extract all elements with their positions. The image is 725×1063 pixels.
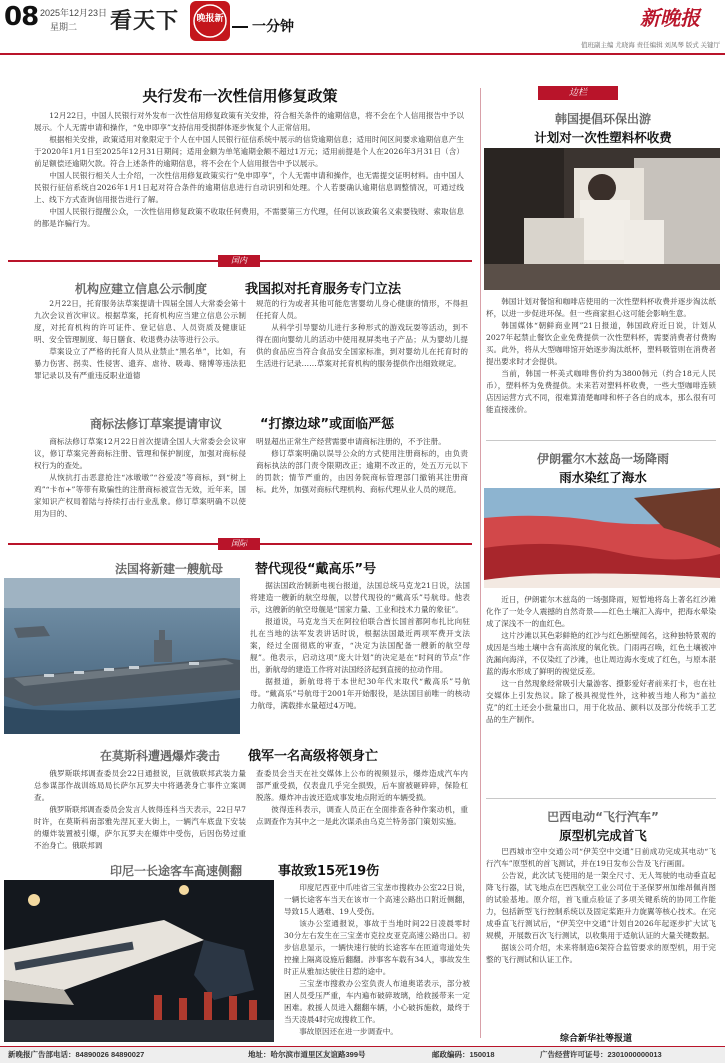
carrier-graphic xyxy=(4,578,240,734)
paragraph: 该办公室通报说，事故于当地时间22日凌晨零时30分左右发生在三宝垄市克拉皮亚克高速公路出口。初步信息显示，一辆快速行驶的长途客车在匝道弯道处失控撞上隔离设施后翻翻。涉事客车载有34人，事故发生时正从雅加达驶往日惹的途中。 xyxy=(284,919,470,976)
cafe-photo xyxy=(484,148,720,290)
article-3-kicker: 商标法修订草案提请审议 xyxy=(90,417,223,431)
article-3-col-2 xyxy=(256,436,468,496)
beach-graphic xyxy=(484,488,720,588)
section-tag-domestic: 国内 xyxy=(218,255,260,267)
paragraph: 三宝垄市搜救办公室负责人布迪奥诺表示，部分被困人员受压严重，车内遍布破碎玻璃，给救援带来一定困难。救援人员进入翻翻车辆，小心破拆施救，最终于当天凌晨4时完成搜救工作。 xyxy=(284,979,470,1024)
sidebar-1-title: 计划对一次性塑料杯收费 xyxy=(534,130,672,145)
article-6-title: 事故致15死19伤 xyxy=(278,864,380,879)
article-5-col-2 xyxy=(256,768,468,828)
sidebar-rule-1 xyxy=(486,440,716,441)
sidebar-1-body xyxy=(486,296,716,416)
paragraph: 巴西城市空中交通公司“伊芙空中交通”日前成功完成其电动“飞行汽车”原型机的首飞测试，并在19日发布公告及飞行画面。 xyxy=(486,847,716,868)
article-1-title: 央行发布一次性信用修复政策 xyxy=(142,87,338,105)
sidebar-3-kicker: 巴西电动“飞行汽车” xyxy=(547,810,659,824)
article-1-body xyxy=(34,110,464,230)
paragraph: 规范的行为或者其他可能危害婴幼儿身心健康的情形，不得担任托育人员。 xyxy=(256,299,468,320)
footer-license: 广告经营许可证号：2301000000013 xyxy=(540,1050,662,1059)
article-2-title: 我国拟对托育服务专门立法 xyxy=(245,282,402,297)
footer-ad-phone: 新晚报广告部电话：84890026 84890027 xyxy=(8,1050,145,1059)
page-header xyxy=(0,0,725,49)
accident-graphic xyxy=(4,880,274,1042)
paragraph: 从科学引导婴幼儿进行多种形式的游戏玩耍等活动，到不得在面向婴幼儿的活动中使用视屏类电子产品；从为婴幼儿提供的食品应当符合食品安全国家标准，到对婴幼儿在托育时的生活进行记录……草案对托育机构的服务提供作出细致规定。 xyxy=(256,323,468,368)
issue-weekday: 星期二 xyxy=(50,22,78,32)
article-2-kicker: 机构应建立信息公示制度 xyxy=(75,282,208,296)
paragraph: 近日，伊朗霍尔木兹岛的一场强降雨，短暂地将岛上著名红沙滩化作了一处令人震撼的自然奇景——红色土壤汇入海中，把海水晕染成了深浅不一的血红色。 xyxy=(486,595,716,628)
page-number: 08 xyxy=(4,2,39,32)
paragraph: 查委员会当天在社交媒体上公布的视频显示，爆炸造成汽车内部严重受损，仅表盘几乎完全损毁，后车窗被砸碎碎，保险杠脱落。爆炸冲击波还造成事发地点附近的车辆受损。 xyxy=(256,769,468,802)
paragraph: 印度尼西亚中爪哇省三宝垄市搜救办公室22日说，一辆长途客车当天在该市一个高速公路出口附近侧翻，导致15人遇难、19人受伤。 xyxy=(284,883,470,916)
article-4-kicker: 法国将新建一艘航母 xyxy=(115,562,224,576)
paragraph: 根据相关安排，政策适用对象限定于个人在中国人民银行征信系统中展示的信贷逾期信息；适用时间区间要求逾期信息产生于2020年1月1日至2025年12月31日期间；适用金额为单笔逾期金额不超过1万元；适用前提是个人在2026年3月31日（含）前足额偿还逾期欠款。符合上述条件的逾期信息，将不会在个人信用报告中予以展示。 xyxy=(34,135,464,168)
article-5-col-1 xyxy=(34,768,246,852)
sidebar-3-body xyxy=(486,846,716,966)
section-tag-international: 国际 xyxy=(218,538,260,550)
paragraph: 商标法修订草案12月22日首次提请全国人大常委会会议审议，修订草案完善商标注册、管理和保护制度，加强对商标侵权行为的查处。 xyxy=(34,437,246,470)
paragraph: 据该公司介绍，未来将制造6架符合监管要求的原型机，用于完整的飞行测试和认证工作。 xyxy=(486,943,716,964)
paragraph: 事故原因还在进一步调查中。 xyxy=(299,1027,398,1036)
paragraph: 这片沙滩以其色彩鲜艳的红沙与红色断壁闻名，这种独特景观的成因是当地土壤中含有高浓度的氧化铁。门雨再召唤，红色土壤被冲洗漏向海洋，不仅染红了沙滩，也让周边海水变成了红色，与原本湛蓝的海水形成了鲜明的视觉反差。 xyxy=(486,631,716,676)
article-6-kicker: 印尼一长途客车高速侧翻 xyxy=(110,864,243,878)
article-3-title: “打擦边球”或面临严惩 xyxy=(260,417,395,432)
paragraph: 从恢抗打击恶意抢注“冰墩墩”“谷爱凌”等商标，到“树上鸡”“卡布+”等带有欺骗性的注册商标被宣告无效，近年来，国家知识产权局着陆与持续打击行业乱象。修订草案明确不以使用为目的、 xyxy=(34,473,246,518)
paragraph: 中国人民银行提醒公众，一次性信用修复政策不收取任何费用，不需要第三方代理，任何以该政策名义索要钱财、索取信息的都是诈骗行为。 xyxy=(34,207,464,228)
article-6-body xyxy=(284,882,470,1038)
paragraph: 当前，韩国一杯美式咖啡售价约为3800韩元（约合18元人民币），塑料杯为免费提供。未来若对塑料杯收费，一些大型咖啡连锁店因运营方式不同，很难算清楚咖啡和杯子各自的成本，那么很有可能直接涨价。 xyxy=(486,369,716,414)
source-credit: 综合新华社等报道 xyxy=(560,1034,633,1044)
paragraph: 12月22日，中国人民银行对外发布一次性信用修复政策有关安排，符合相关条件的逾期信息，将不会在个人信用报告中予以展示。个人无需申请和操作，“免申即享”支持信用受损群体逐步恢复个人正常信用。 xyxy=(34,111,464,132)
paragraph: 俄罗斯联邦调查委员会发言人彼得连科当天表示，22日早7时许，在莫斯科南部雅先涅瓦亚大街上，一辆汽车底盘下安装的爆炸装置被引爆，萨尔瓦罗夫在爆炸中受伤，后因伤势过重不治身亡。俄联邦调 xyxy=(34,805,246,850)
paragraph: 这一自然现象经常吸引大量游客、摄影爱好者前来打卡，也在社交媒体上引发热议。除了极具视觉性外，这种被当地人称为“盖拉克”的红土还会小批量出口，用于化妆品、颜料以及部分传统手工艺品的生产制作。 xyxy=(486,679,716,724)
paragraph: 修订草案明确以误导公众的方式使用注册商标的，由负责商标执法的部门责令限期改正；逾期不改正的，处五万元以下的罚款；情节严重的，由因务院商标管理部门撤销其注册商标。此外，加强对商标代理机构、商标代理从业人员的规范。 xyxy=(256,449,468,494)
paragraph: 彼得连科表示，调查人员正在全面排查各种作案动机，重点调查作为其中之一是此次谋杀由乌克兰特务部门策划实施。 xyxy=(256,805,468,826)
sidebar-tag-border: 边栏 xyxy=(538,86,618,100)
paragraph: 报道说，马克龙当天在阿拉伯联合酋长国首都阿布扎比向驻扎在当地的法军发表讲话时说，根据法国最近两项军费开支法案，经过全面彻底的审查，“决定为法国配备一艘新的航空母舰”。他表示，启动这项“庞大计划”的决定是在“时间的节点”作出，新航母的建造工作将对法国经济起到直接的拉动作用。 xyxy=(250,617,470,674)
sidebar-2-body xyxy=(486,594,716,726)
editor-credits: 值班副主编 尤晓海 责任编辑 刘凤琴 版式 关键厅 xyxy=(580,42,720,49)
paragraph: 韩国媒体“朝鲜商业网”21日报道，韩国政府近日说，计划从2027年起禁止餐饮企业免费提供一次性塑料杯，需要消费者付费购买。此外，将从大型咖啡馆开始逐步淘汰纸杯，塑料吸管则在消费者提出要求时才会提供。 xyxy=(486,321,716,366)
article-2-col-2 xyxy=(256,298,468,370)
paragraph: 据法国政治制新电视台报道，法国总统马克龙21日说，法国将建造一艘新的航空母舰，以替代现役的“戴高乐”号航母。他表示，这艘新的航空母舰是“国家力量、工业和技术力量的象征”。 xyxy=(250,581,470,614)
bus-accident-photo xyxy=(4,880,274,1042)
footer-bar xyxy=(0,1046,725,1063)
brand-seal xyxy=(190,1,230,41)
paragraph: 明显超出正常生产经营需要申请商标注册的，不予注册。 xyxy=(256,437,446,446)
header-rule xyxy=(0,53,725,55)
section-divider-domestic xyxy=(8,255,472,267)
issue-date: 2025年12月23日 xyxy=(40,8,108,18)
red-beach-photo xyxy=(484,488,720,588)
footer-address: 地址：哈尔滨市道里区友谊路399号 xyxy=(248,1050,366,1059)
section-title: 看天下 xyxy=(110,9,180,34)
aircraft-carrier-photo xyxy=(4,578,240,734)
paragraph: 俄罗斯联邦调查委员会22日通报说，巨就俄联邦武装力量总参谋部作战训练局局长萨尔瓦罗夫中将遇袭身亡事件立案调查。 xyxy=(34,769,246,802)
sidebar-border-rule xyxy=(480,88,481,1038)
cafe-graphic xyxy=(484,148,720,290)
paragraph: 韩国计划对餐馆和咖啡店使用的一次性塑料杯收费并逐步淘汰纸杯，以进一步促进环保。但一些商家担心这可能会影响生意。 xyxy=(486,297,716,318)
title-underline xyxy=(232,26,248,28)
article-5-kicker: 在莫斯科遭遇爆炸袭击 xyxy=(100,749,221,763)
paragraph: 草案设立了严格的托育人员从业禁止“黑名单”，比如，有暴力伤害、拐卖、性侵害、遗弃、虐待、吸毒、赌博等违法犯罪记录以及有严重违反职业道德 xyxy=(34,347,246,380)
article-4-body xyxy=(250,580,470,712)
minute-label: 一分钟 xyxy=(252,19,294,35)
paragraph: 中国人民银行相关人士介绍，一次性信用修复政策实行“免申即享”，个人无需申请和操作，也无需提交证明材料。由中国人民银行征信系统自2026年1月1日起对符合条件的逾期信息进行自动识别和处理。个人若要确认逾期信息调整情况，可通过线上、线下方式查询信用报告进行了解。 xyxy=(34,171,464,204)
article-3-col-1 xyxy=(34,436,246,520)
article-4-title: 替代现役“戴高乐”号 xyxy=(255,562,377,577)
sidebar-1-kicker: 韩国提倡环保出游 xyxy=(554,112,651,126)
paragraph: 公告说，此次试飞使用的是一架全尺寸、无人驾驶的电动垂直起降飞行器，试飞地点在巴西航空工业公司位于圣保罗州加维昂佩肖图的试验基地。原介绍，首飞重点验证了多项关键系统的协同工作能力，包括新型飞行控制系统以及固定桨距升力旋翼等核心技术。在完成垂直飞行测试后，“伊芙空中交通”计划自2026年起逐步扩大试飞规模，开展数百次飞行测试，以收集用于适航认证的大量关键数据。 xyxy=(486,871,716,940)
seal-text: 晚报新 xyxy=(196,14,224,24)
footer-postcode: 邮政编码：150018 xyxy=(432,1050,495,1059)
section-divider-international xyxy=(8,538,472,550)
sidebar-2-kicker: 伊朗霍尔木兹岛一场降雨 xyxy=(536,452,669,466)
sidebar-rule-2 xyxy=(486,798,716,799)
paragraph: 2月22日，托育服务法草案提请十四届全国人大常委会第十九次会议首次审议。根据草案，托育机构应当建立信息公示制度，对托育机构的许可证件、登记信息、人员资质及健康证明、安全管理制度、每日膳食、收退费办法等进行公示。 xyxy=(34,299,246,344)
paper-logo: 新晚报 xyxy=(640,6,700,30)
sidebar-3-title: 原型机完成首飞 xyxy=(559,828,647,843)
article-5-title: 俄军一名高级将领身亡 xyxy=(248,749,379,764)
article-2-col-1 xyxy=(34,298,246,382)
paragraph: 据报道，新航母将于本世纪30年代末取代“戴高乐”号航母。“戴高乐”号航母于2001年开始服役，是法国目前唯一的核动力航母，满载排水量超过4万吨。 xyxy=(250,677,470,710)
sidebar-2-title: 雨水染红了海水 xyxy=(559,470,647,485)
